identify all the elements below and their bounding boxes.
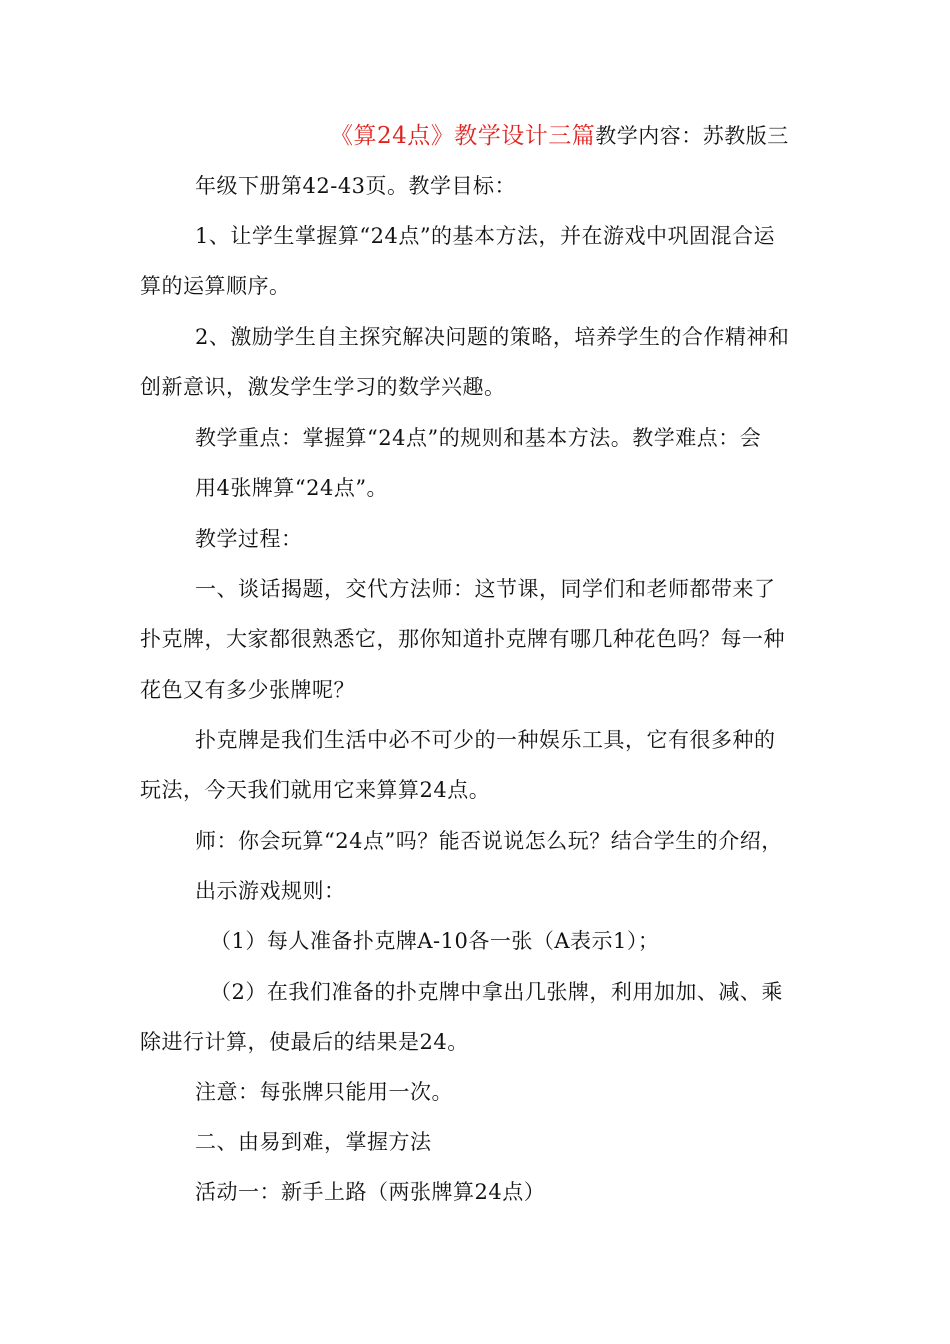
paragraph-line: （1）每人准备扑克牌A-10各一张（A表示1）；	[210, 929, 660, 953]
first-line	[330, 121, 789, 151]
paragraph-line: 用4张牌算“24点”。	[195, 476, 389, 500]
paragraph-line: 师：你会玩算“24点”吗？能否说说怎么玩？结合学生的介绍，	[195, 829, 783, 853]
paragraph-line: 二、由易到难，掌握方法	[195, 1130, 432, 1154]
paragraph-line: 1、让学生掌握算“24点”的基本方法，并在游戏中巩固混合运	[195, 224, 776, 248]
paragraph-line: 注意：每张牌只能用一次。	[195, 1080, 453, 1104]
paragraph-line: 算的运算顺序。	[140, 274, 291, 298]
paragraph-line: 玩法，今天我们就用它来算算24点。	[140, 778, 491, 802]
paragraph-line: 扑克牌是我们生活中必不可少的一种娱乐工具，它有很多种的	[195, 728, 776, 752]
paragraph-line: 活动一：新手上路（两张牌算24点）	[195, 1180, 546, 1204]
paragraph-line: 年级下册第42-43页。教学目标：	[195, 174, 517, 198]
paragraph-line: 花色又有多少张牌呢？	[140, 678, 355, 702]
paragraph-line: 除进行计算，使最后的结果是24。	[140, 1030, 469, 1054]
document-title: 《算24点》教学设计三篇	[330, 123, 596, 149]
paragraph-line: 创新意识，激发学生学习的数学兴趣。	[140, 375, 506, 399]
paragraph-line: 教学重点：掌握算“24点”的规则和基本方法。教学难点：会	[195, 426, 762, 450]
paragraph-line: 2、激励学生自主探究解决问题的策略，培养学生的合作精神和	[195, 325, 790, 349]
paragraph-line: 扑克牌，大家都很熟悉它，那你知道扑克牌有哪几种花色吗？每一种	[140, 627, 785, 651]
paragraph-line: 教学内容：苏教版三	[595, 124, 789, 148]
paragraph-line: 教学过程：	[195, 527, 303, 551]
paragraph-line: 出示游戏规则：	[195, 879, 346, 903]
paragraph-line: （2）在我们准备的扑克牌中拿出几张牌，利用加加、减、乘	[210, 980, 783, 1004]
paragraph-line: 一、谈话揭题，交代方法师：这节课，同学们和老师都带来了	[195, 577, 776, 601]
